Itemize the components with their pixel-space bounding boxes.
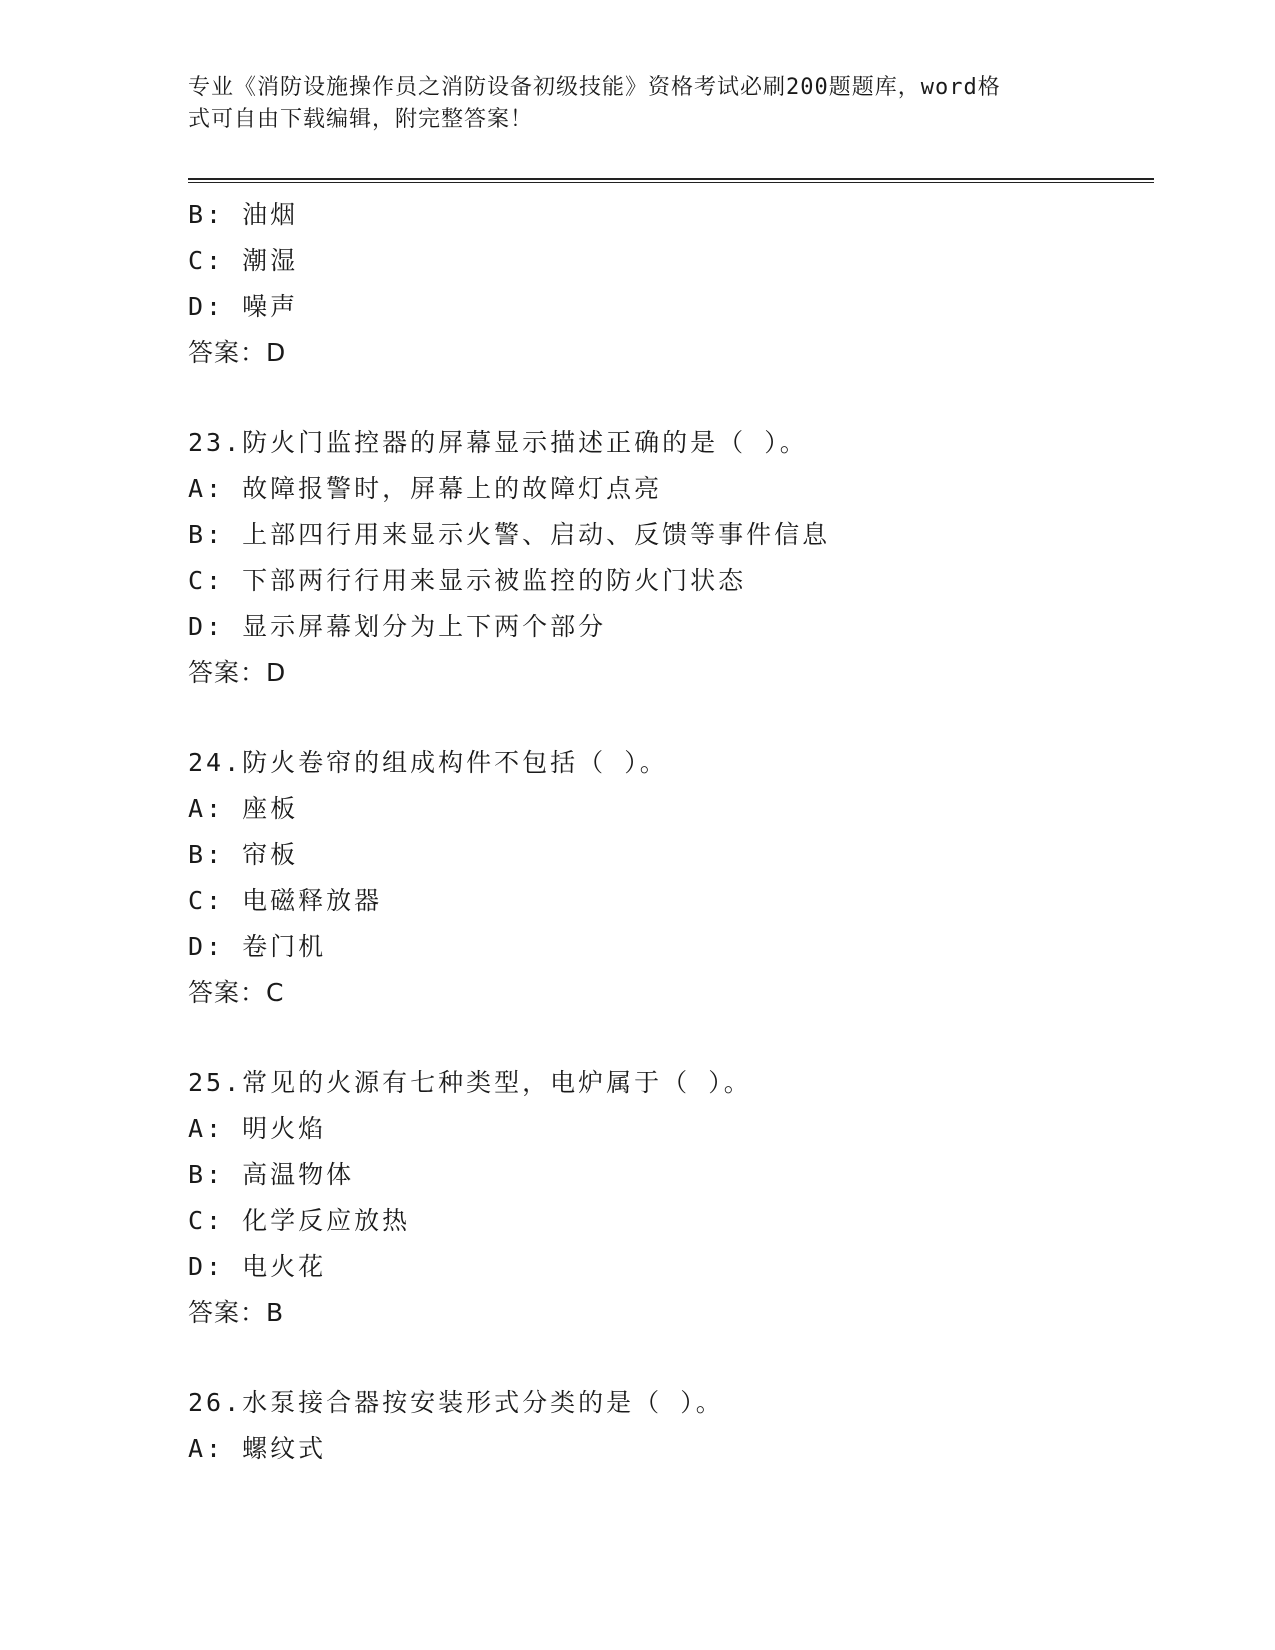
document-header — [188, 72, 1068, 136]
option-c: C: 下部两行行用来显示被监控的防火门状态 — [188, 566, 747, 595]
option-b: B: 油烟 — [188, 200, 299, 229]
option-c: C: 化学反应放热 — [188, 1206, 411, 1235]
question-24 — [188, 740, 1154, 1016]
question-list — [188, 192, 1154, 1472]
question-title: 24.防火卷帘的组成构件不包括（ ）。 — [188, 748, 668, 777]
option-d: D: 噪声 — [188, 292, 299, 321]
option-a: A: 故障报警时，屏幕上的故障灯点亮 — [188, 474, 663, 503]
header-line-2: 式可自由下载编辑，附完整答案！ — [188, 107, 534, 132]
question-title: 26.水泵接合器按安装形式分类的是（ ）。 — [188, 1388, 724, 1417]
option-a: A: 座板 — [188, 794, 299, 823]
option-b: B: 上部四行用来显示火警、启动、反馈等事件信息 — [188, 520, 831, 549]
answer: 答案：D — [188, 338, 287, 367]
option-b: B: 帘板 — [188, 840, 299, 869]
question-title: 23.防火门监控器的屏幕显示描述正确的是（ ）。 — [188, 428, 808, 457]
answer: 答案：C — [188, 978, 285, 1007]
option-c: C: 潮湿 — [188, 246, 299, 275]
option-c: C: 电磁释放器 — [188, 886, 383, 915]
option-b: B: 高温物体 — [188, 1160, 355, 1189]
option-d: D: 显示屏幕划分为上下两个部分 — [188, 612, 607, 641]
option-a: A: 螺纹式 — [188, 1434, 327, 1463]
question-22-tail — [188, 192, 1154, 376]
question-25 — [188, 1060, 1154, 1336]
question-23 — [188, 420, 1154, 696]
option-d: D: 电火花 — [188, 1252, 327, 1281]
question-title: 25.常见的火源有七种类型，电炉属于（ ）。 — [188, 1068, 752, 1097]
option-d: D: 卷门机 — [188, 932, 327, 961]
header-line-1: 专业《消防设施操作员之消防设备初级技能》资格考试必刷200题题库，word格 — [188, 75, 1001, 100]
option-a: A: 明火焰 — [188, 1114, 327, 1143]
header-divider — [188, 178, 1154, 183]
answer: 答案：B — [188, 1298, 285, 1327]
answer: 答案：D — [188, 658, 287, 687]
question-26 — [188, 1380, 1154, 1472]
